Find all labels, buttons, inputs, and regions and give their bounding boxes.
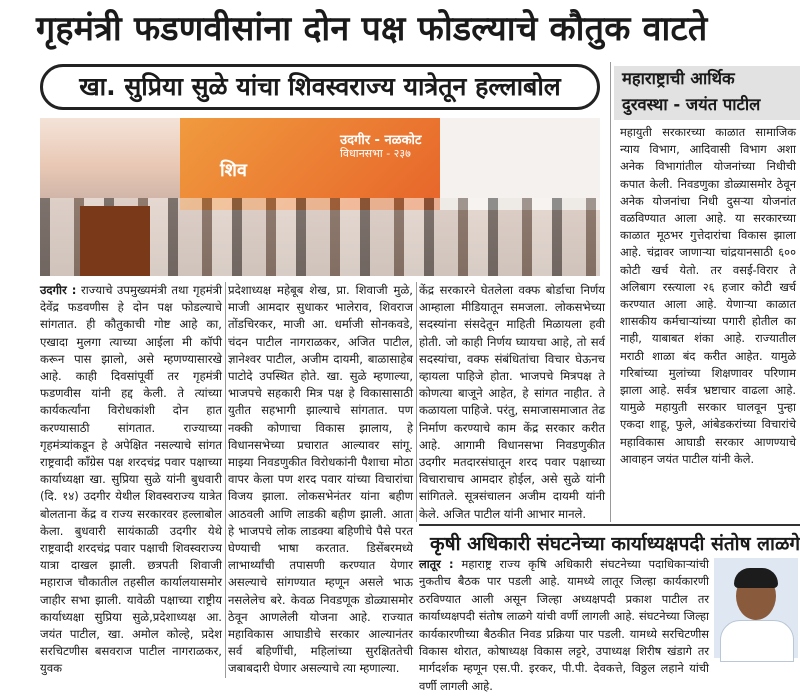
story-text-3: केंद्र सरकारने घेतलेला वक्फ बोर्डाचा निर्णय आम्हाला मीडियातून समजला. लोकसभेच्या सदस्यांना संसदेतून माहिती मिळायला हवी होती. जो काही निर्णय घ्यायचा आहे, तो सर्व सदस्यांचा, वक्फ संबंधितांचा विचार घेऊनच व्हायला पाहिजे होता. भाजपचे मित्रपक्ष ते कोणत्या बाजूने आहेत, हे सांगत नाहीत. ते कळायला पाहिजे. परंतु, समाजासमाजात तेढ निर्माण करण्याचे काम केंद्र सरकार करीत आहे. आगामी विधानसभा निवडणुकीत उदगीर मतदारसंघातून शरद पवार पक्षाच्या विचाराचाच आमदार होईल, असे सुळे यांनी सांगितले. सूत्रसंचालन अजीम दायमी यांनी केले. अजित पाटील यांनी आभार मानले. — [419, 283, 605, 521]
portrait-hair — [734, 568, 778, 588]
rally-photo — [40, 118, 600, 276]
banner-line2: विधानसभा - २३७ — [340, 147, 411, 160]
portrait-shirt — [720, 620, 794, 662]
main-headline: गृहमंत्री फडणवीसांना दोन पक्ष फोडल्याचे कौतुक वाटते — [36, 9, 708, 49]
story-text-2: प्रदेशाध्यक्ष महेबूब शेख, प्रा. शिवाजी मुळे, माजी आमदार सुधाकर भालेराव, शिवराज तोंडचिरकर, माजी आ. धर्माजी सोनकवडे, चंदन पाटील नागराळकर, अजित पाटील, ज्ञानेश्वर पाटील, अजीम दायमी, बाळासाहेब पाटोदे उपस्थित होते. खा. सुळे म्हणाल्या, भाजपचे सहकारी मित्र पक्ष हे विकासासाठी युतीत सहभागी झाल्याचे सांगतात. पण नक्की कोणाचा विकास झालाय, हे विधानसभेच्या प्रचारात आल्यावर सांगू. माझ्या निवडणुकीत विरोधकांनी पैशाचा मोठा वापर केला पण शरद पवार यांच्या विचारांचा विजय झाला. लोकसभेनंतर यांना बहीण आठवली आणि लाडकी बहीण झाली. आता हे भाजपचे लोक लाडक्या बहिणीचे पैसे परत घेण्याची भाषा करतात. डिसेंबरमध्ये लाभार्थ्यांची तपासणी करण्यात येणार असल्याचे सांगण्यात म्हणून असले भाऊ नसलेलेच बरे. केवळ निवडणूक डोळ्यासमोर ठेवून आणलेली योजना आहे. राज्यात महाविकास आघाडीचे सरकार आल्यानंतर सर्व बहिणींची, महिलांच्या सुरक्षिततेची जबाबदारी घेणार असल्याचे त्या म्हणाल्या. — [228, 283, 413, 676]
sidebar-headline — [614, 66, 800, 120]
story2-text: महाराष्ट्र राज्य कृषि अधिकारी संघटनेच्या पदाधिकाऱ्यांची नुकतीच बैठक पार पडली आहे. यामध्ये लातूर जिल्हा कार्यकारणी ठरविण्यात आली असून जिल्हा अध्यक्षपदी प्रकाश पाटील तर कार्याध्यक्षपदी संतोष लाळगे यांची वर्णी लागली आहे. संघटनेच्या जिल्हा कार्यकारणीच्या बैठकीत निवड प्रक्रिया पार पडली. यामध्ये सरचिटणीस विकास थोरात, कोषाध्यक्ष विकास लट्टरे, उपाध्यक्ष शिरीष खंडागे तर मार्गदर्शक म्हणून एस.पी. इरकर, पी.पी. देवकत्ते, विठ्ठल लहाने यांची वर्णी लागली आहे. — [419, 557, 709, 693]
story2-headline: कृषी अधिकारी संघटनेच्या कार्याध्यक्षपदी संतोष लाळगे — [430, 533, 800, 555]
column-divider — [416, 282, 417, 522]
sidebar-title-line2: दुरवस्था - जयंत पाटील — [622, 95, 761, 114]
sidebar-title-line1: महाराष्ट्राची आर्थिक — [622, 69, 735, 88]
dateline: उदगीर : — [40, 283, 77, 297]
story2-body — [419, 556, 709, 693]
sidebar-body: महायुती सरकारच्या काळात सामाजिक न्याय विभाग, आदिवासी विभाग अशा अनेक विभागांतील योजनांच्या निधीची कपात केली. निवडणुका डोळ्यासमोर ठेवून अनेक योजनांचा निधी दुसऱ्या योजनांत वळविण्यात आला आहे. या सरकारच्या काळात मूठभर गुत्तेदारांचा विकास झाला आहे. चंद्रावर जाणाऱ्या चांद्रयानसाठी ६०० कोटी खर्च येतो. तर वसई-विरार ते अलिबाग रस्त्याला २६ हजार कोटी खर्च करण्यात आला आहे. येणाऱ्या काळात शासकीय कर्मचाऱ्यांच्या पगारी होतील का नाही, याबाबत शंका आहे. राज्यातील मराठी शाळा बंद करीत आहेत. यामुळे गरिबांच्या मुलांच्या शिक्षणावर परिणाम झाला आहे. सर्वत्र भ्रष्टाचार वाढला आहे. यामुळे महायुती सरकार घालवून पुन्हा एकदा शाहू, फुले, आंबेडकरांच्या विचारांचे महाविकास आघाडी सरकार आणण्याचे आवाहन जयंत पाटील यांनी केले. — [620, 125, 796, 466]
section-divider — [419, 524, 800, 526]
story-column-1 — [40, 282, 222, 678]
portrait-photo — [714, 558, 798, 658]
banner-slogan: शिव — [220, 160, 247, 181]
podium — [80, 206, 150, 276]
story2-dateline: लातूर : — [419, 557, 454, 571]
sub-headline-box: खा. सुप्रिया सुळे यांचा शिवस्वराज्य यात्रेतून हल्लाबोल — [40, 64, 600, 110]
banner-line1: उदगीर - नळकोट — [340, 133, 422, 148]
story-column-2 — [228, 282, 413, 678]
column-divider — [225, 282, 226, 678]
story-column-3 — [419, 282, 605, 521]
sidebar-divider — [610, 62, 611, 522]
portrait-banner — [440, 118, 600, 210]
story-text-1: राज्याचे उपमुख्यमंत्री तथा गृहमंत्री देवेंद्र फडवणीस हे दोन पक्ष फोडल्याचे सांगतात. ही कौतुकाची गोष्ट आहे का, एखादा मुलगा त्याच्या आईला मी कॉपी करून पास झालो, असे म्हणण्यासारखे आहे. काही दिवसांपूर्वी तर गृहमंत्री फडणवीस यांनी हद्द केली. ते त्यांच्या कार्यकर्त्यांना विरोधकांशी दोन हात करण्यासाठी सांगतात. राज्याच्या गृहमंत्र्यांकडून हे अपेक्षित नसल्याचे सांगत राष्ट्रवादी काँग्रेस पक्ष शरदचंद्र पवार पक्षाच्या कार्याध्यक्षा खा. सुप्रिया सुळे यांनी बुधवारी (दि. १४) उदगीर येथील शिवस्वराज्य यात्रेत बोलताना केंद्र व राज्य सरकारवर हल्लाबोल केला. बुधवारी सायंकाळी उदगीर येथे राष्ट्रवादी शरदचंद्र पवार पक्षाची शिवस्वराज्य यात्रा दाखल झाली. छत्रपती शिवाजी महाराज चौकातील तहसील कार्यालयासमोर जाहीर सभा झाली. यावेळी पक्षाच्या राष्ट्रीय कार्याध्यक्षा सुप्रिया सुळे,प्रदेशाध्यक्ष आ. जयंत पाटील, खा. अमोल कोल्हे, प्रदेश सरचिटणीस बसवराज पाटील नागराळकर, युवक — [40, 283, 222, 676]
